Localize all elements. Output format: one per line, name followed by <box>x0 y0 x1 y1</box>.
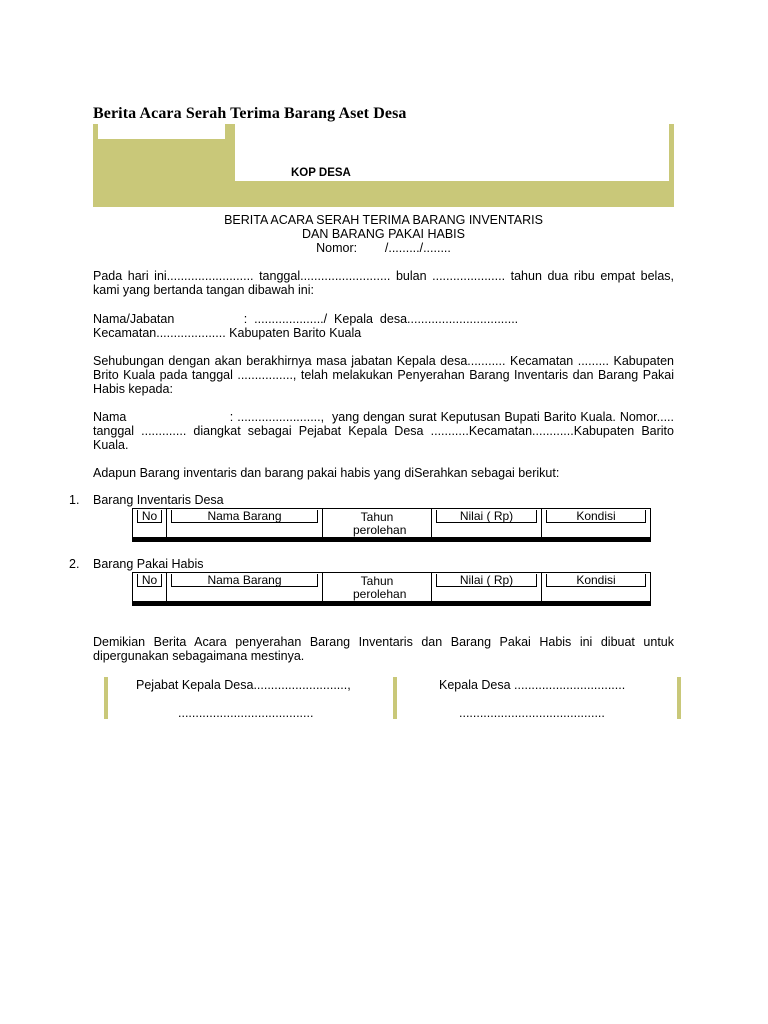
col-kondisi: Kondisi <box>542 573 650 601</box>
heading-line1: BERITA ACARA SERAH TERIMA BARANG INVENTARIS <box>224 213 543 227</box>
kop-notch <box>98 124 225 139</box>
kop-label: KOP DESA <box>291 167 351 179</box>
col-kondisi: Kondisi <box>542 509 650 537</box>
heading-line2: DAN BARANG PAKAI HABIS <box>301 227 465 241</box>
section-1-number: 1. <box>69 493 80 507</box>
paragraph-opening: Pada hari ini......................... tanggal.......................... bulan ..................... tahun dua ribu empat belas, kami yang bertanda tangan dibawah ini: <box>93 269 674 297</box>
paragraph-sehubungan: Sehubungan dengan akan berakhirnya masa jabatan Kepala desa........... Kecamatan ......... Kabupaten Brito Kuala pada tanggal ................, telah melakukan Penyerahan Barang Inventaris dan Barang Pakai Habis kepada: <box>93 354 674 396</box>
signature-right-line: .......................................... <box>459 706 605 720</box>
signature-left-title: Pejabat Kepala Desa..........................., <box>136 678 351 692</box>
col-no: No <box>133 573 167 601</box>
kop-desa-block <box>93 124 674 207</box>
col-nama-barang: Nama Barang <box>167 573 323 601</box>
signature-left-line: ....................................... <box>178 706 314 720</box>
col-nilai: Nilai ( Rp) <box>432 509 542 537</box>
col-tahun: Tahun perolehan <box>323 509 432 537</box>
kecamatan-line: Kecamatan.................... Kabupaten Barito Kuala <box>93 326 362 340</box>
col-tahun: Tahun perolehan <box>323 573 432 601</box>
section-2-number: 2. <box>69 557 80 571</box>
signature-right-title: Kepala Desa ................................ <box>439 678 626 692</box>
table-pakai-habis <box>132 572 651 606</box>
signature-bar-left <box>104 677 108 719</box>
signature-bar-middle <box>393 677 397 719</box>
col-nilai: Nilai ( Rp) <box>432 573 542 601</box>
section-2-label: Barang Pakai Habis <box>93 557 204 571</box>
paragraph-closing: Demikian Berita Acara penyerahan Barang Inventaris dan Barang Pakai Habis ini dibuat untuk dipergunakan sebagaimana mestinya. <box>93 635 674 663</box>
paragraph-nama: Nama : ........................, yang dengan surat Keputusan Bupati Barito Kuala. Nomor..... tanggal ............. diangkat sebagai Pejabat Kepala Desa ...........Kecamatan............Kabupaten Barito Kuala. <box>93 410 678 452</box>
col-nama-barang: Nama Barang <box>167 509 323 537</box>
nama-jabatan-line: Nama/Jabatan : ..................../ Kepala desa................................ <box>93 312 519 326</box>
table-inventaris <box>132 508 651 542</box>
section-1-label: Barang Inventaris Desa <box>93 493 224 507</box>
heading-nomor: Nomor: /........./........ <box>316 241 451 255</box>
col-no: No <box>133 509 167 537</box>
signature-bar-right <box>677 677 681 719</box>
document-title: Berita Acara Serah Terima Barang Aset Desa <box>93 105 407 122</box>
paragraph-adapun: Adapun Barang inventaris dan barang pakai habis yang diSerahkan sebagai berikut: <box>93 466 560 480</box>
